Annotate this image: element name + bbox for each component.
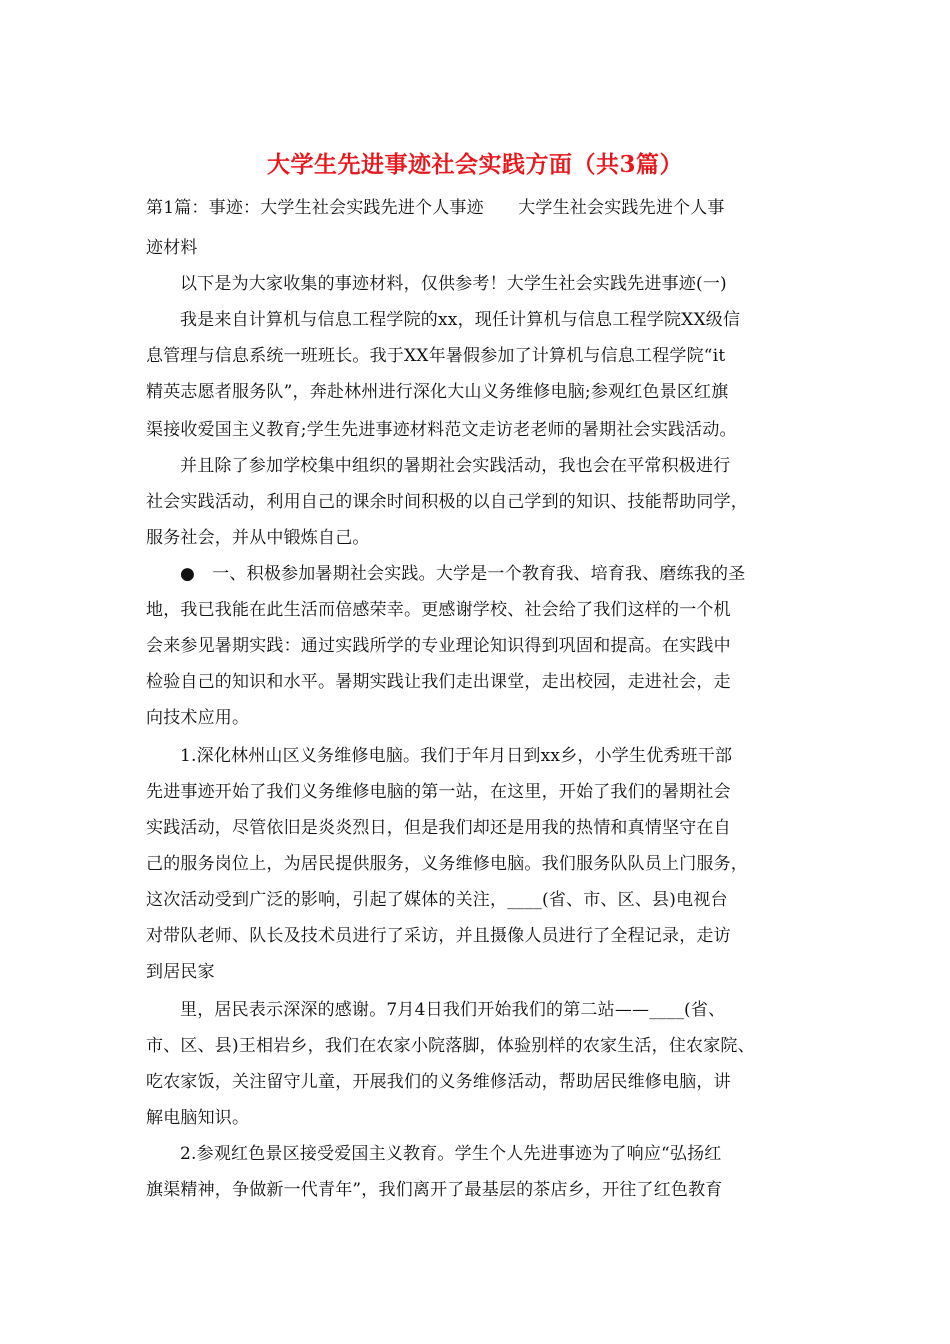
- document-title: 大学生先进事迹社会实践方面（共3篇）: [266, 151, 683, 178]
- paragraph-line: 市、区、县)王相岩乡，我们在农家小院落脚，体验别样的农家生活，住农家院、: [146, 1036, 755, 1056]
- paragraph-line: 检验自己的知识和水平。暑期实践让我们走出课堂，走出校园，走进社会，走: [146, 672, 731, 692]
- paragraph-line: 解电脑知识。: [146, 1108, 250, 1128]
- paragraph-line: 服务社会，并从中锻炼自己。: [146, 528, 370, 548]
- paragraph-line: 精英志愿者服务队”，奔赴林州进行深化大山义务维修电脑;参观红色景区红旗: [146, 382, 729, 402]
- paragraph-line: 息管理与信息系统一班班长。我于XX年暑假参加了计算机与信息工程学院“it: [146, 346, 726, 366]
- paragraph-line: 迹材料: [146, 238, 198, 258]
- paragraph-line: 地，我已我能在此生活而倍感荣幸。更感谢学校、社会给了我们这样的一个机: [146, 600, 731, 620]
- paragraph-line: 里，居民表示深深的感谢。7月4日我们开始我们的第二站——____(省、: [180, 1000, 726, 1020]
- paragraph-line: 实践活动，尽管依旧是炎炎烈日，但是我们却还是用我的热情和真情坚守在自: [146, 818, 731, 838]
- paragraph-line: 这次活动受到广泛的影响，引起了媒体的关注，____(省、市、区、县)电视台: [146, 890, 728, 910]
- paragraph-line: 社会实践活动，利用自己的课余时间积极的以自己学到的知识、技能帮助同学，: [146, 492, 748, 512]
- paragraph-line: 吃农家饭，关注留守儿童，开展我们的义务维修活动，帮助居民维修电脑，讲: [146, 1072, 731, 1092]
- paragraph-line: 对带队老师、队长及技术员进行了采访，并且摄像人员进行了全程记录，走访: [146, 926, 731, 946]
- paragraph-line: 2.参观红色景区接受爱国主义教育。学生个人先进事迹为了响应“弘扬红: [180, 1144, 722, 1164]
- paragraph-line: 渠接收爱国主义教育;学生先进事迹材料范文走访老老师的暑期社会实践活动。: [146, 420, 737, 440]
- paragraph-line: 并且除了参加学校集中组织的暑期社会实践活动，我也会在平常积极进行: [180, 456, 731, 476]
- paragraph-line: 1.深化林州山区义务维修电脑。我们于年月日到xx乡，小学生优秀班干部: [180, 746, 733, 766]
- paragraph-line: 会来参见暑期实践：通过实践所学的专业理论知识得到巩固和提高。在实践中: [146, 636, 731, 656]
- paragraph-line: 第1篇：事迹：大学生社会实践先进个人事迹 大学生社会实践先进个人事: [146, 198, 725, 218]
- paragraph-line: 先进事迹开始了我们义务维修电脑的第一站，在这里，开始了我们的暑期社会: [146, 782, 731, 802]
- paragraph-line: 以下是为大家收集的事迹材料，仅供参考！大学生社会实践先进事迹(一): [180, 274, 727, 294]
- paragraph-line: 旗渠精神，争做新一代青年”，我们离开了最基层的茶店乡，开往了红色教育: [146, 1180, 723, 1200]
- paragraph-line: ● 一、积极参加暑期社会实践。大学是一个教育我、培育我、磨练我的圣: [180, 564, 746, 584]
- paragraph-line: 己的服务岗位上，为居民提供服务，义务维修电脑。我们服务队队员上门服务，: [146, 854, 748, 874]
- paragraph-line: 我是来自计算机与信息工程学院的xx，现任计算机与信息工程学院XX级信: [180, 310, 741, 330]
- paragraph-line: 向技术应用。: [146, 708, 250, 728]
- paragraph-line: 到居民家: [146, 962, 215, 982]
